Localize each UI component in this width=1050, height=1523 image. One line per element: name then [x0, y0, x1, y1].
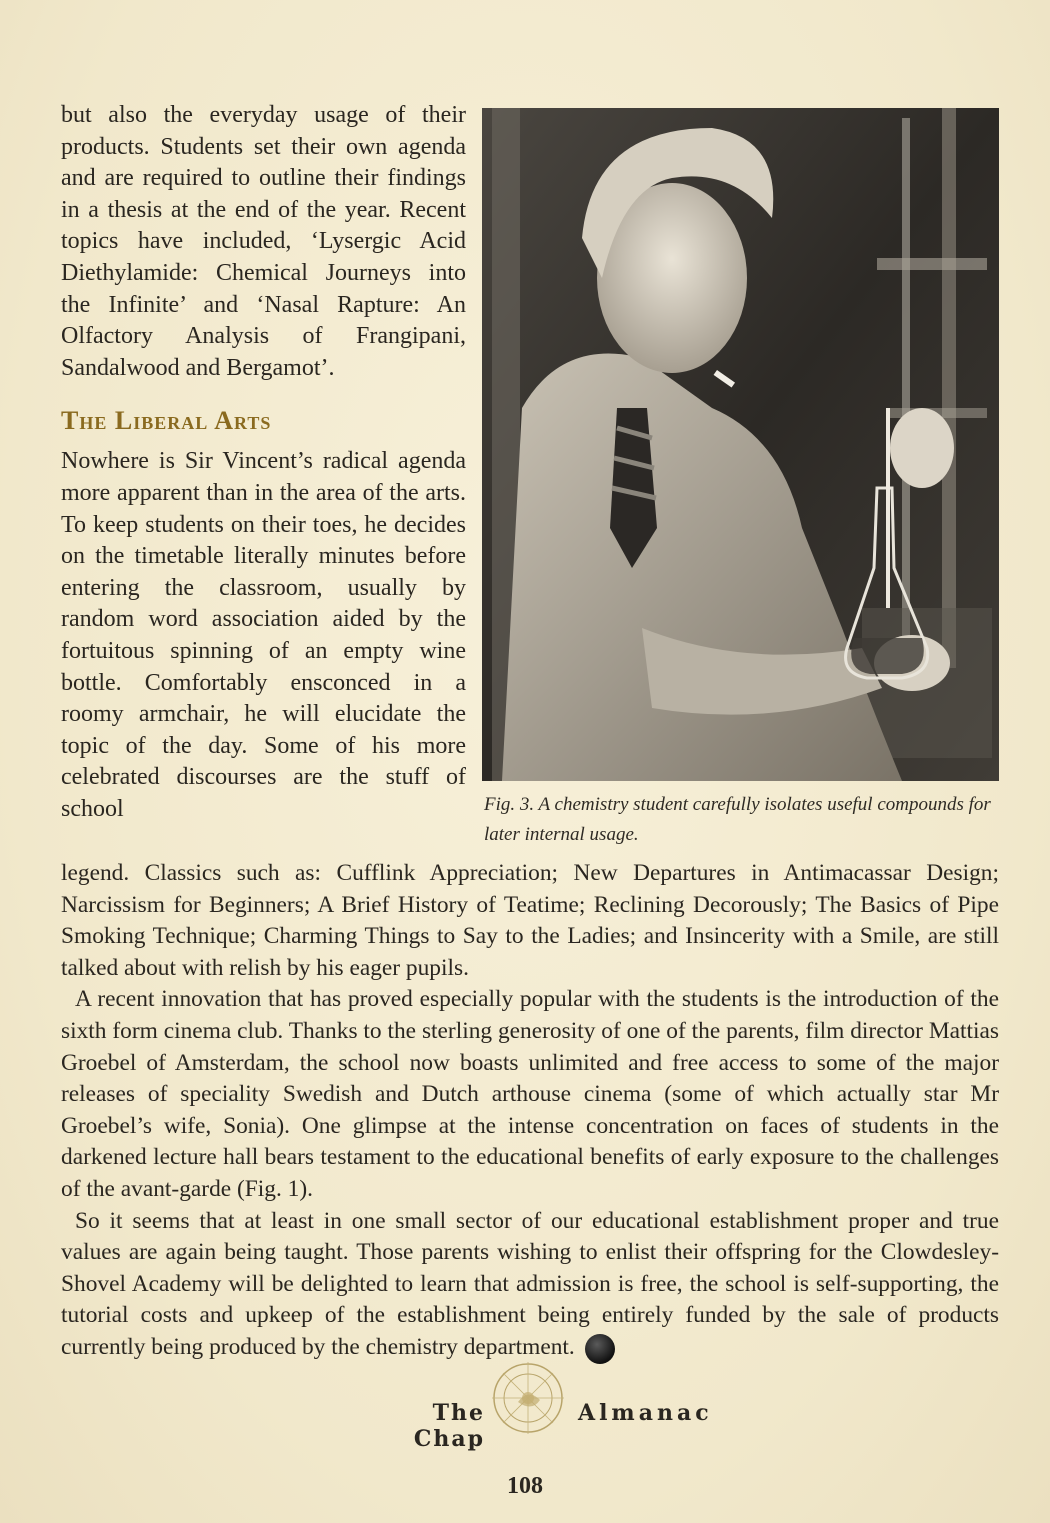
- chemistry-student-photo: [482, 108, 999, 781]
- section-heading: The Liberal Arts: [61, 406, 272, 436]
- left-column: [61, 100, 466, 825]
- full-width-text: [61, 858, 999, 1364]
- intro-paragraph: but also the everyday usage of their products. Students set their own agenda and are required to outline their findings in a thesis at the end of the year. Recent topics have included, ‘Lysergic Acid Diethylamide: Chemical Journeys into the Infinite’ and ‘Nasal Rapture: An Olfactory Analysis of Frangipani, Sandalwood and Bergamot’.: [61, 102, 466, 381]
- cinema-club-paragraph: A recent innovation that has proved especially popular with the students is the introduction of the sixth form cinema club. Thanks to the sterling generosity of one of the parents, film director Mattias Groebel of Amsterdam, the school now boasts unlimited and free access to some of the major releases of speciality Swedish and Dutch arthouse cinema (some of which actually star Mr Groebel’s wife, Sonia). One glimpse at the intense concentration on faces of students in the darkened lecture hall bears testament to the educational benefits of early exposure to the challenges of the avant-garde (Fig. 1).: [61, 986, 999, 1202]
- footer-title-right: Almanac: [578, 1400, 713, 1426]
- page-number: 108: [507, 1473, 543, 1499]
- closing-paragraph: [61, 1206, 999, 1364]
- footer-title-left: The Chap: [413, 1400, 485, 1452]
- closing-text: So it seems that at least in one small sector of our educational establishment proper and true values are again being taught. Those parents wishing to enlist their offspring for the Clowdesley-Shovel Academy will be delighted to learn that admission is free, the school is self-supporting, the tutorial costs and upkeep of the establishment being entirely funded by the sale of products currently being produced by the chemistry department.: [61, 1207, 999, 1360]
- compass-emblem-icon: [488, 1358, 568, 1438]
- figure-caption: Fig. 3. A chemistry student carefully isolates useful compounds for later internal usage.: [484, 794, 991, 845]
- classics-paragraph: legend. Classics such as: Cufflink Appreciation; New Departures in Antimacassar Design; Narcissism for Beginners; A Brief History of Teatime; Reclining Decorously; The Basics of Pipe Smoking Technique; Charming Things to Say to the Ladies; and Insincerity with a Smile, are still talked about with relish by his eager pupils.: [61, 860, 999, 981]
- end-mark-icon: [585, 1334, 615, 1364]
- liberal-arts-paragraph: Nowhere is Sir Vincent’s radical agenda more apparent than in the area of the arts. To keep students on their toes, he decides on the timetable literally minutes before entering the classroom, usually by random word association aided by the fortuitous spinning of an empty wine bottle. Comfortably ensconced in a roomy armchair, he will elucidate the topic of the day. Some of his more celebrated discourses are the stuff of school: [61, 448, 466, 822]
